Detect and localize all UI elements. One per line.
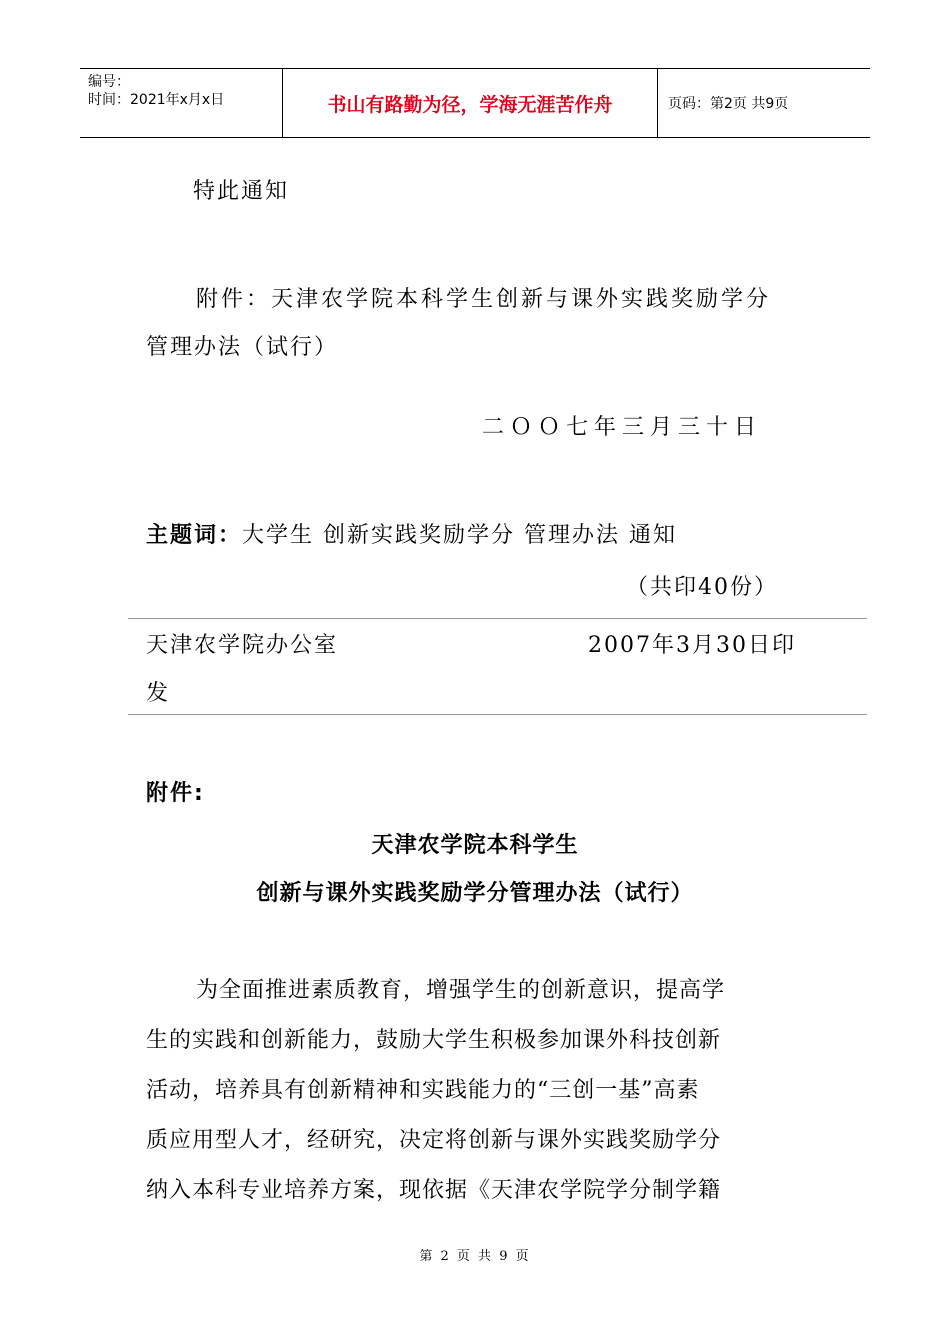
attachment-body [146,966,810,1216]
body-line: 纳入本科专业培养方案，现依据《天津农学院学分制学籍 [146,1178,722,1203]
body-line: 为全面推进素质教育，增强学生的创新意识，提高学 [196,978,726,1003]
attachment-title-line1: 天津农学院本科学生 [371,833,579,858]
keywords-label: 主题词： [146,523,243,548]
body-line: 生的实践和创新能力，鼓励大学生积极参加课外科技创新 [146,1028,722,1053]
attachment-note-line2: 管理办法（试行） [146,335,339,360]
divider-top [128,618,867,619]
header-meta [80,69,282,137]
attachment-label: 附件: [146,781,205,806]
header-motto: 书山有路勤为径，学海无涯苦作舟 [282,69,658,137]
body-line: 质应用型人才，经研究，决定将创新与课外实践奖励学分 [146,1128,722,1153]
issue-suffix: 发 [146,681,171,706]
divider-bottom [128,714,867,715]
attachment-note-line1: 附件：天津农学院本科学生创新与课外实践奖励学分 [196,287,772,312]
notice-closing: 特此通知 [193,179,290,204]
body-line: 活动，培养具有创新精神和实践能力的“三创一基”高素 [146,1078,700,1103]
keywords-text: 大学生 创新实践奖励学分 管理办法 通知 [242,523,677,548]
serial-number: 编号： [88,74,130,90]
issue-date: 2007年3月30日印 [588,633,796,658]
header-page-info: 页码：第2页 共9页 [668,96,789,112]
page-header [80,68,870,138]
keywords-row [146,518,677,549]
notice-date: 二ＯＯ七年三月三十日 [482,415,763,440]
page-footer: 第 2 页 共 9 页 [419,1249,531,1264]
copies-count: （共印40份） [626,575,778,600]
header-time: 时间：2021年x月x日 [88,92,225,108]
attachment-title-line2: 创新与课外实践奖励学分管理办法（试行） [256,881,694,906]
issuer: 天津农学院办公室 [146,633,339,658]
